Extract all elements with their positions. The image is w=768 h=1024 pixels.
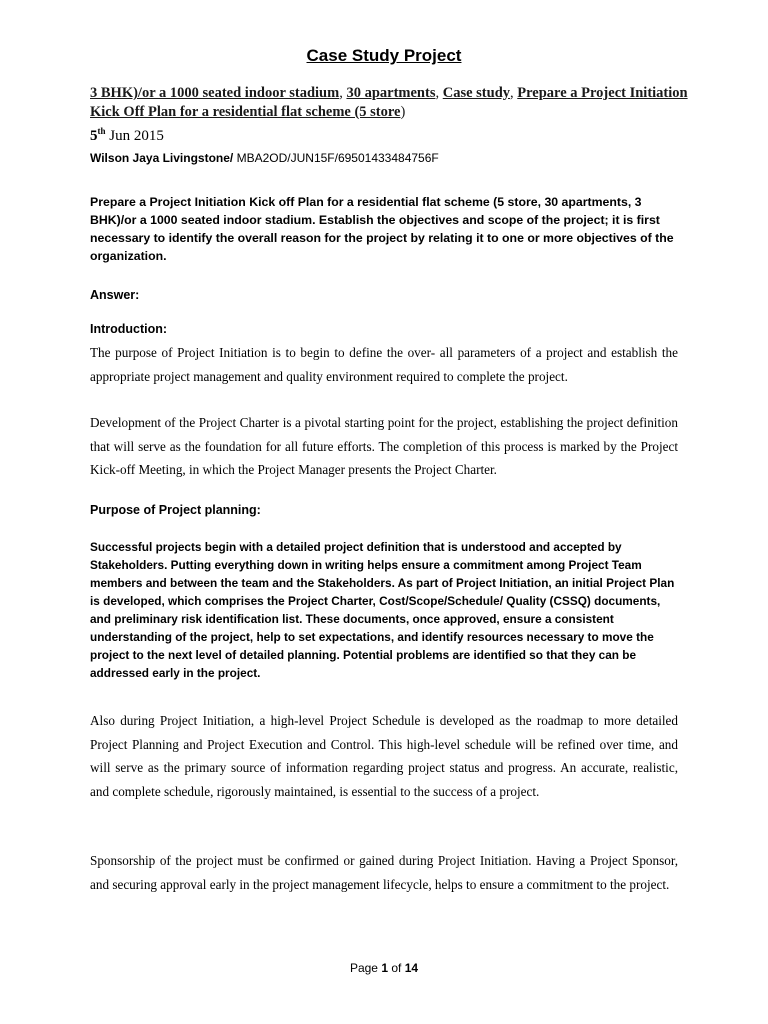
purpose-paragraph: Successful projects begin with a detailed project definition that is understood and accepted by Stakeholders. Putting everything down in writing helps ensure a commitment among Project Team members and between the team and the Stakeholders. As part of Project Initiation, an initial Project Plan is developed, which comprises the Project Charter, Cost/Scope/Schedule/ Quality (CSSQ) documents, and preliminary risk identification list. These documents, once approved, ensure a consistent understanding of the project, help to set expectations, and identify resources necessary to move the project to the next level of detailed planning. Potential problems are identified so that they can be addressed early in the project. <box>90 540 675 680</box>
footer-current-page: 1 <box>381 961 388 975</box>
footer-of-word: of <box>388 961 405 975</box>
schedule-paragraph: Also during Project Initiation, a high-level Project Schedule is developed as the roadmap to more detailed Project Planning and Project Execution and Control. This high-level schedule will be refined over time, and will serve as the primary source of information regarding project status and progress. An accurate, realistic, and complete schedule, rigorously maintained, is essential to the success of a project. <box>90 713 678 799</box>
document-date <box>90 126 164 145</box>
author-name: Wilson Jaya Livingstone/ <box>90 151 234 165</box>
document-title: Case Study Project <box>306 46 462 65</box>
date-rest: Jun 2015 <box>105 128 164 144</box>
subtitle-separator: , <box>435 85 443 101</box>
author-id: MBA2OD/JUN15F/69501433484756F <box>233 151 439 165</box>
subtitle-link-apartments[interactable]: 30 apartments <box>346 85 436 101</box>
author-line <box>90 151 439 165</box>
introduction-paragraph-1: The purpose of Project Initiation is to begin to define the over- all parameters of a project and establish the appropriate project management and quality environment required to complete the project. <box>90 345 678 384</box>
subtitle-separator: , <box>510 85 518 101</box>
introduction-heading: Introduction: <box>90 322 168 336</box>
date-suffix: th <box>97 126 106 136</box>
footer-total-pages: 14 <box>404 961 419 975</box>
introduction-paragraph-2: Development of the Project Charter is a pivotal starting point for the project, establishing the project definition that will serve as the foundation for all future efforts. The completion of this process is marked by the Project Kick-off Meeting, in which the Project Manager presents the Project Charter. <box>90 415 678 477</box>
page-footer <box>0 961 768 975</box>
footer-page-word: Page <box>349 961 382 975</box>
subtitle-separator: , <box>339 85 347 101</box>
answer-label: Answer: <box>90 288 140 302</box>
question-text: Prepare a Project Initiation Kick off Plan for a residential flat scheme (5 store, 30 apartments, 3 BHK)/or a 1000 seated indoor stadium. Establish the objectives and scope of the project; it is first necessary to identify the overall reason for the project by relating it to one or more objectives of the organization. <box>90 195 674 263</box>
sponsorship-paragraph: Sponsorship of the project must be confirmed or gained during Project Initiation. Having a Project Sponsor, and securing approval early in the project management lifecycle, helps to ensure a commitment to the project. <box>90 853 678 892</box>
document-subtitle <box>90 84 690 122</box>
subtitle-link-case-study[interactable]: Case study <box>442 85 511 101</box>
purpose-heading: Purpose of Project planning: <box>90 503 261 517</box>
subtitle-link-stadium[interactable]: 3 BHK)/or a 1000 seated indoor stadium <box>90 85 340 101</box>
subtitle-link-prepare-plan[interactable]: Prepare a Project Initiation Kick Off Plan for a residential flat scheme (5 store <box>90 85 688 120</box>
subtitle-end: ) <box>400 104 406 120</box>
date-day: 5 <box>90 128 98 144</box>
